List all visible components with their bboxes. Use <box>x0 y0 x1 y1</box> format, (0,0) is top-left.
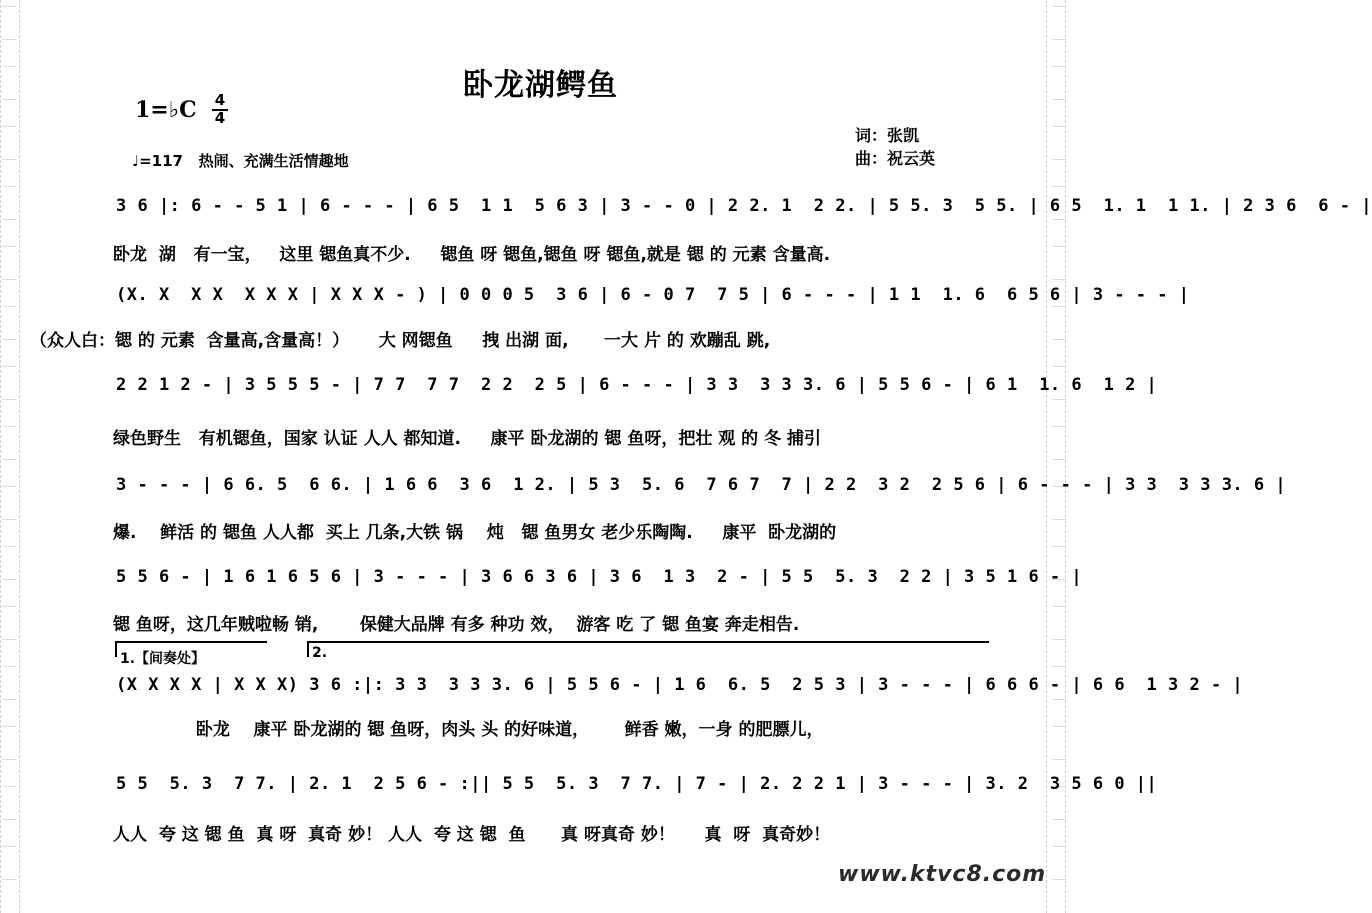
melody-line-5: 5 5 6 - | 1 6 1 6 5 6 | 3 - - - | 3 6 6 3 6 | 3 6 1 3 2 - | 5 5 5. 3 2 2 | 3 5 1 6 - | <box>116 567 1083 587</box>
lyric-line-2: （众人白：锶 的 元素 含量高,含量高！） 大 网锶鱼 拽 出湖 面, 一大 片 的 欢蹦乱 跳, <box>30 331 771 351</box>
margin-watermark-mark <box>2 126 16 160</box>
margin-watermark-mark <box>1052 846 1066 880</box>
margin-watermark-mark <box>1052 66 1066 100</box>
lyric-line-4: 爆. 鲜活 的 锶鱼 人人都 买上 几条,大铁 锅 炖 锶 鱼男女 老少乐陶陶. 康平 卧龙湖的 <box>113 523 837 543</box>
site-watermark: www.ktvc8.com <box>838 862 1047 887</box>
melody-line-2: (X. X X X X X X | X X X - ) | 0 0 0 5 3 6 | 6 - 0 7 7 5 | 6 - - - | 1 1 1. 6 6 5 6 | 3 - - - | <box>116 285 1190 305</box>
key-signature: 1=♭C <box>135 97 197 123</box>
melody-line-7: 5 5 5. 3 7 7. | 2. 1 2 5 6 - :|| 5 5 5. 3 7 7. | 7 - | 2. 2 2 1 | 3 - - - | 3. 2 3 5 6 0 || <box>116 774 1158 794</box>
margin-watermark-mark <box>2 246 16 280</box>
margin-watermark-mark <box>2 186 16 220</box>
margin-watermark-mark <box>2 666 16 700</box>
composer-credit: 曲：祝云英 <box>855 149 936 168</box>
melody-line-6: (X X X X | X X X) 3 6 :|: 3 3 3 3 3. 6 | 5 5 6 - | 1 6 6. 5 2 5 3 | 3 - - - | 6 6 6 - | 6 6 1 3 2 - | <box>116 675 1244 695</box>
lyricist-credit: 词：张凯 <box>855 126 920 145</box>
margin-watermark-mark <box>2 486 16 520</box>
song-title: 卧龙湖鳄鱼 <box>463 68 618 103</box>
margin-watermark-mark <box>2 366 16 400</box>
second-ending-label: 2. <box>312 645 328 661</box>
margin-watermark-mark <box>1052 606 1066 640</box>
time-signature-bottom: 4 <box>214 109 226 127</box>
margin-watermark-mark <box>2 846 16 880</box>
margin-watermark-mark <box>2 6 16 40</box>
margin-watermark-mark <box>1052 426 1066 460</box>
melody-line-4: 3 - - - | 6 6. 5 6 6. | 1 6 6 3 6 1 2. | 5 3 5. 6 7 6 7 7 | 2 2 3 2 2 5 6 | 6 - - - | 3 3 3 3 3. 6 | <box>116 475 1287 495</box>
margin-watermark-mark <box>2 426 16 460</box>
margin-watermark-mark <box>1052 306 1066 340</box>
second-ending-bracket <box>307 641 989 657</box>
time-signature <box>212 93 228 126</box>
melody-line-3: 2 2 1 2 - | 3 5 5 5 - | 7 7 7 7 2 2 2 5 | 6 - - - | 3 3 3 3 3. 6 | 5 5 6 - | 6 1 1. 6 1 2 | <box>116 375 1158 395</box>
margin-watermark-mark <box>2 546 16 580</box>
time-signature-top: 4 <box>212 93 228 111</box>
lyric-line-3: 绿色野生 有机锶鱼，国家 认证 人人 都知道. 康平 卧龙湖的 锶 鱼呀，把壮 观 的 冬 捕引 <box>113 429 821 449</box>
lyric-line-6: 卧龙 康平 卧龙湖的 锶 鱼呀，肉头 头 的好味道， 鲜香 嫩，一身 的肥膘儿， <box>113 720 824 740</box>
margin-watermark-mark <box>2 606 16 640</box>
tempo-marking: ♩=117 热闹、充满生活情趣地 <box>132 152 349 170</box>
lyric-line-7: 人人 夸 这 锶 鱼 真 呀 真奇 妙！ 人人 夸 这 锶 鱼 真 呀真奇 妙！ 真 呀 真奇妙！ <box>113 825 831 845</box>
margin-watermark-mark <box>2 786 16 820</box>
margin-watermark-mark <box>2 306 16 340</box>
lyric-line-1: 卧龙 湖 有一宝， 这里 锶鱼真不少. 锶鱼 呀 锶鱼,锶鱼 呀 锶鱼,就是 锶 的 元素 含量高. <box>113 245 831 265</box>
margin-watermark-mark <box>1052 246 1066 280</box>
margin-watermark-mark <box>1052 6 1066 40</box>
melody-line-1: 3 6 |: 6 - - 5 1 | 6 - - - | 6 5 1 1 5 6 3 | 3 - - 0 | 2 2. 1 2 2. | 5 5. 3 5 5. | 6 5 1. 1 1 1. | 2 3 6 6 - | <box>116 196 1372 216</box>
lyric-line-5: 锶 鱼呀，这几年贼啦畅 销, 保健大品牌 有多 种功 效， 游客 吃 了 锶 鱼宴 奔走相告. <box>113 615 800 635</box>
margin-watermark-mark <box>2 726 16 760</box>
first-ending-label: 1.【间奏处】 <box>120 651 206 667</box>
margin-watermark-mark <box>2 66 16 100</box>
margin-watermark-mark <box>1052 126 1066 160</box>
margin-watermark-mark <box>1052 726 1066 760</box>
